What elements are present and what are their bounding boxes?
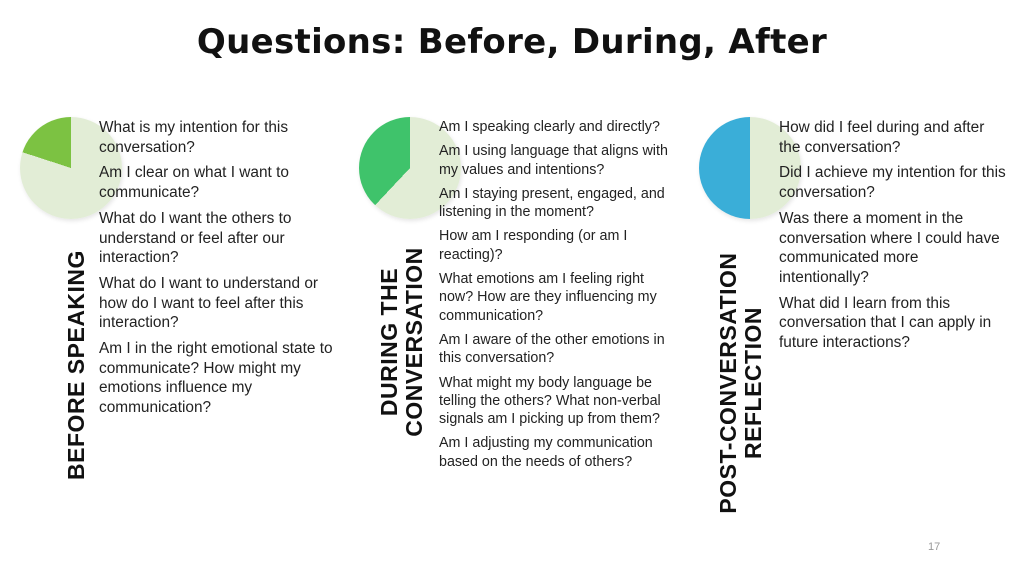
question-item: Am I aware of the other emotions in this conversation? bbox=[439, 331, 665, 367]
question-item: Am I using language that aligns with my values and intentions? bbox=[439, 143, 668, 178]
question-list-before bbox=[99, 118, 337, 424]
question-item: What do I want to understand or how do I want to feel after this interaction? bbox=[99, 274, 319, 332]
section-label-line: DURING THE bbox=[376, 267, 402, 417]
section-label-line: BEFORE SPEAKING bbox=[62, 250, 89, 480]
section-label-post-conversation bbox=[715, 183, 767, 583]
question-list-after bbox=[779, 118, 1007, 359]
question-item: Did I achieve my intention for this conversation? bbox=[779, 164, 1006, 202]
section-label-before-speaking bbox=[50, 165, 102, 565]
section-label-line: CONVERSATION bbox=[401, 247, 427, 437]
section-label-line: POST-CONVERSATION bbox=[715, 252, 741, 514]
question-item: Was there a moment in the conversation where I could have communicated more intentionally? bbox=[779, 209, 1000, 286]
question-item: What do I want the others to understand or feel after our interaction? bbox=[99, 209, 292, 267]
question-item: Am I staying present, engaged, and listening in the moment? bbox=[439, 185, 665, 221]
slide-number: 17 bbox=[928, 541, 941, 553]
slide-title: Questions: Before, During, After bbox=[196, 22, 828, 62]
question-item: Am I in the right emotional state to communicate? How might my emotions influence my communication? bbox=[99, 340, 333, 417]
question-item: What did I learn from this conversation that I can apply in future interactions? bbox=[779, 294, 992, 352]
question-item: What is my intention for this conversation? bbox=[99, 119, 289, 156]
question-item: Am I adjusting my communication based on the needs of others? bbox=[439, 435, 653, 470]
question-item: How am I responding (or am I reacting)? bbox=[439, 228, 628, 263]
question-item: What emotions am I feeling right now? How are they influencing my communication? bbox=[439, 271, 657, 324]
section-label-line: REFLECTION bbox=[740, 307, 766, 459]
question-item: Am I speaking clearly and directly? bbox=[439, 119, 660, 135]
section-label-during-conversation bbox=[376, 142, 428, 542]
question-item: How did I feel during and after the conversation? bbox=[779, 119, 985, 156]
question-item: Am I clear on what I want to communicate? bbox=[99, 164, 289, 202]
question-list-during bbox=[439, 118, 671, 477]
question-item: What might my body language be telling the others? What non-verbal signals am I picking up from them? bbox=[439, 374, 661, 428]
